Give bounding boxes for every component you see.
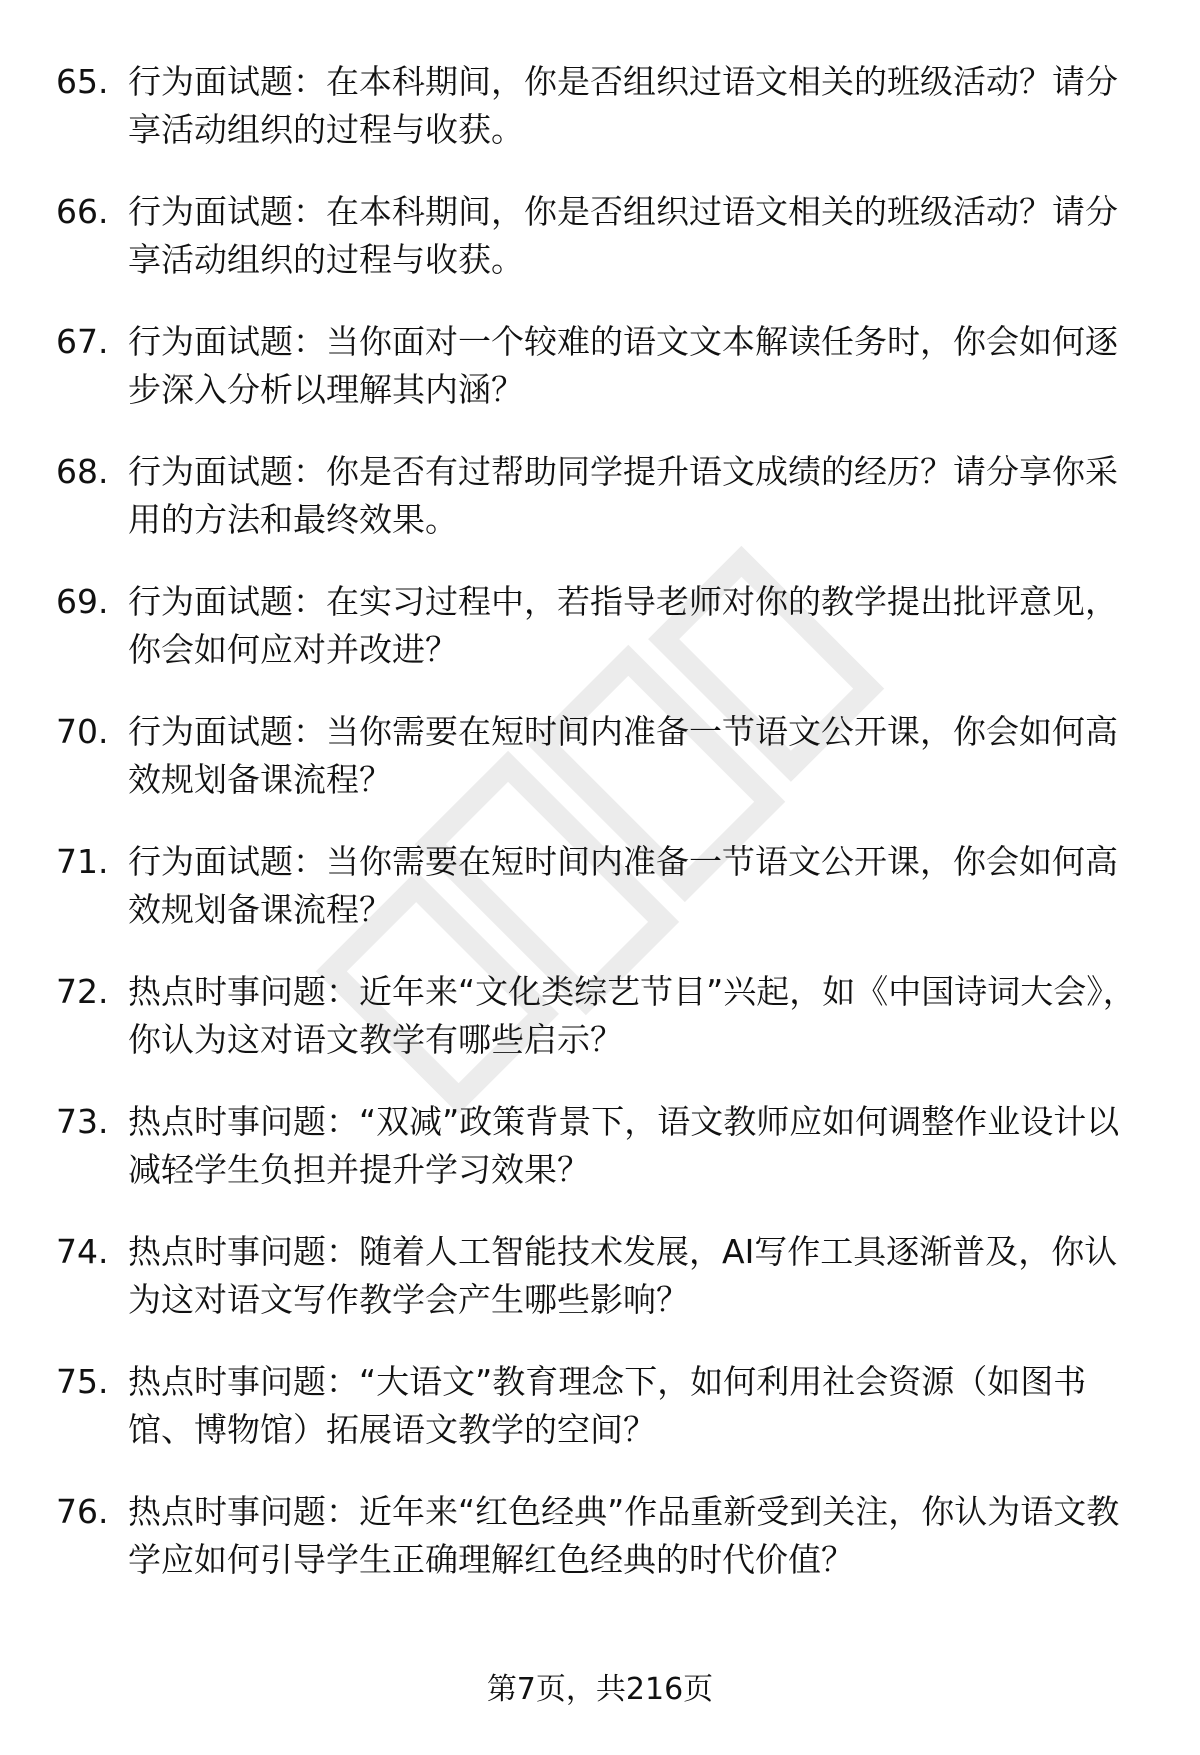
question-text: 热点时事问题：近年来“文化类综艺节目”兴起，如《中国诗词大会》，你认为这对语文教学有哪些启示？: [128, 972, 1136, 1059]
question-text: 行为面试题：在本科期间，你是否组织过语文相关的班级活动？请分享活动组织的过程与收获。: [128, 62, 1118, 149]
question-text: 行为面试题：当你面对一个较难的语文文本解读任务时，你会如何逐步深入分析以理解其内涵？: [128, 322, 1118, 409]
question-number: 73.: [56, 1102, 109, 1141]
question-number: 66.: [56, 192, 109, 231]
list-item: [56, 1228, 1146, 1358]
question-text: 热点时事问题：“双减”政策背景下，语文教师应如何调整作业设计以减轻学生负担并提升学习效果？: [128, 1102, 1120, 1189]
question-number: 76.: [56, 1492, 109, 1531]
question-text: 行为面试题：当你需要在短时间内准备一节语文公开课，你会如何高效规划备课流程？: [128, 712, 1118, 799]
question-number: 72.: [56, 972, 109, 1011]
list-item: [56, 968, 1146, 1098]
question-text: 热点时事问题：随着人工智能技术发展，AI写作工具逐渐普及，你认为这对语文写作教学会产生哪些影响？: [128, 1232, 1118, 1319]
list-item: [56, 838, 1146, 968]
question-number: 71.: [56, 842, 109, 881]
list-item: [56, 188, 1146, 318]
question-number: 65.: [56, 62, 109, 101]
question-text: 行为面试题：在本科期间，你是否组织过语文相关的班级活动？请分享活动组织的过程与收获。: [128, 192, 1118, 279]
list-item: [56, 578, 1146, 708]
question-number: 68.: [56, 452, 109, 491]
question-number: 75.: [56, 1362, 109, 1401]
question-number: 74.: [56, 1232, 109, 1271]
page-number-label: 第7页，共216页: [486, 1672, 714, 1707]
list-item: [56, 1488, 1146, 1618]
list-item: [56, 708, 1146, 838]
question-text: 行为面试题：在实习过程中，若指导老师对你的教学提出批评意见，你会如何应对并改进？: [128, 582, 1118, 669]
question-text: 热点时事问题：“大语文”教育理念下，如何利用社会资源（如图书馆、博物馆）拓展语文教学的空间？: [128, 1362, 1087, 1449]
question-number: 70.: [56, 712, 109, 751]
list-item: [56, 58, 1146, 188]
question-list: [56, 58, 1146, 1618]
page-footer: [0, 1670, 1200, 1710]
list-item: [56, 318, 1146, 448]
list-item: [56, 448, 1146, 578]
question-number: 69.: [56, 582, 109, 621]
question-text: 行为面试题：当你需要在短时间内准备一节语文公开课，你会如何高效规划备课流程？: [128, 842, 1118, 929]
question-text: 行为面试题：你是否有过帮助同学提升语文成绩的经历？请分享你采用的方法和最终效果。: [128, 452, 1118, 539]
list-item: [56, 1358, 1146, 1488]
list-item: [56, 1098, 1146, 1228]
question-number: 67.: [56, 322, 109, 361]
question-text: 热点时事问题：近年来“红色经典”作品重新受到关注，你认为语文教学应如何引导学生正确理解红色经典的时代价值？: [128, 1492, 1120, 1579]
